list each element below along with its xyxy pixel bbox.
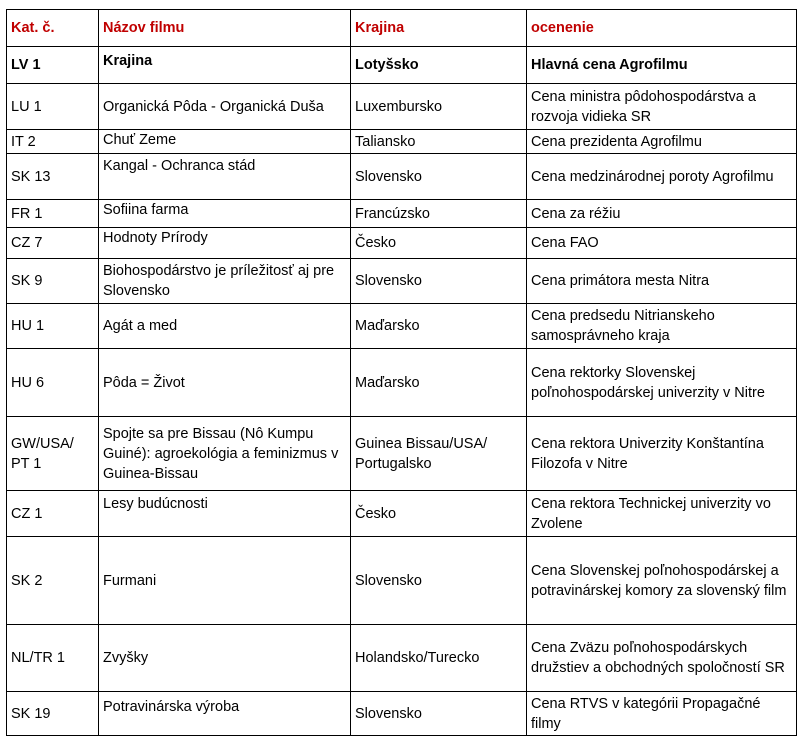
- cell-cat: SK 19: [7, 692, 99, 736]
- cell-award: Cena FAO: [527, 228, 797, 259]
- cell-cat: HU 6: [7, 349, 99, 417]
- cell-cat: LU 1: [7, 84, 99, 130]
- cell-cat: CZ 7: [7, 228, 99, 259]
- cell-film: Furmani: [99, 537, 351, 625]
- cell-cat: CZ 1: [7, 491, 99, 537]
- cell-award: Cena Slovenskej poľnohospodárskej a potravinárskej komory za slovenský film: [527, 537, 797, 625]
- cell-country: Slovensko: [351, 692, 527, 736]
- cell-country: Česko: [351, 491, 527, 537]
- cell-country: Slovensko: [351, 154, 527, 200]
- cell-country: Slovensko: [351, 259, 527, 304]
- table-row: [7, 130, 797, 154]
- cell-cat: SK 9: [7, 259, 99, 304]
- cell-film: Krajina: [99, 47, 351, 84]
- cell-film: Organická Pôda - Organická Duša: [99, 84, 351, 130]
- table-row: [7, 84, 797, 130]
- cell-country: Taliansko: [351, 130, 527, 154]
- cell-cat: SK 2: [7, 537, 99, 625]
- cell-country: Česko: [351, 228, 527, 259]
- cell-country: Francúzsko: [351, 200, 527, 228]
- cell-cat: HU 1: [7, 304, 99, 349]
- table-row: [7, 259, 797, 304]
- cell-country: Luxembursko: [351, 84, 527, 130]
- cell-country: Holandsko/Turecko: [351, 625, 527, 692]
- cell-film: Potravinárska výroba: [99, 692, 351, 736]
- cell-award: Cena rektora Technickej univerzity vo Zvolene: [527, 491, 797, 537]
- cell-film: Spojte sa pre Bissau (Nô Kumpu Guiné): agroekológia a feminizmus v Guinea-Bissau: [99, 417, 351, 491]
- cell-award: Cena RTVS v kategórii Propagačné filmy: [527, 692, 797, 736]
- header-film-title: Názov filmu: [99, 10, 351, 47]
- table-row: [7, 625, 797, 692]
- table-row: [7, 228, 797, 259]
- awards-table: [6, 9, 797, 736]
- header-country: Krajina: [351, 10, 527, 47]
- cell-film: Lesy budúcnosti: [99, 491, 351, 537]
- table-row: [7, 349, 797, 417]
- table-row: [7, 200, 797, 228]
- cell-cat: FR 1: [7, 200, 99, 228]
- cell-film: Hodnoty Prírody: [99, 228, 351, 259]
- table-row: [7, 537, 797, 625]
- cell-country: Slovensko: [351, 537, 527, 625]
- cell-award: Cena prezidenta Agrofilmu: [527, 130, 797, 154]
- table-row: [7, 692, 797, 736]
- table-row: [7, 491, 797, 537]
- cell-film: Pôda = Život: [99, 349, 351, 417]
- table-row: [7, 154, 797, 200]
- cell-award: Cena Zväzu poľnohospodárskych družstiev a obchodných spoločností SR: [527, 625, 797, 692]
- cell-cat: SK 13: [7, 154, 99, 200]
- header-award: ocenenie: [527, 10, 797, 47]
- cell-film: Sofiina farma: [99, 200, 351, 228]
- cell-award: Cena za réžiu: [527, 200, 797, 228]
- table-row: [7, 304, 797, 349]
- cell-award: Cena predsedu Nitrianskeho samosprávneho kraja: [527, 304, 797, 349]
- cell-film: Agát a med: [99, 304, 351, 349]
- cell-film: Zvyšky: [99, 625, 351, 692]
- cell-country: Maďarsko: [351, 304, 527, 349]
- cell-award: Cena rektora Univerzity Konštantína Filozofa v Nitre: [527, 417, 797, 491]
- table-header-row: [7, 10, 797, 47]
- cell-film: Kangal - Ochranca stád: [99, 154, 351, 200]
- cell-award: Hlavná cena Agrofilmu: [527, 47, 797, 84]
- cell-award: Cena primátora mesta Nitra: [527, 259, 797, 304]
- cell-award: Cena ministra pôdohospodárstva a rozvoja vidieka SR: [527, 84, 797, 130]
- table-row: [7, 47, 797, 84]
- cell-award: Cena rektorky Slovenskej poľnohospodárskej univerzity v Nitre: [527, 349, 797, 417]
- cell-country: Guinea Bissau/USA/ Portugalsko: [351, 417, 527, 491]
- cell-cat: NL/TR 1: [7, 625, 99, 692]
- header-cat-no: Kat. č.: [7, 10, 99, 47]
- cell-cat: LV 1: [7, 47, 99, 84]
- table-row: [7, 417, 797, 491]
- cell-country: Lotyšsko: [351, 47, 527, 84]
- cell-film: Chuť Zeme: [99, 130, 351, 154]
- cell-cat: IT 2: [7, 130, 99, 154]
- cell-cat: GW/USA/ PT 1: [7, 417, 99, 491]
- cell-film: Biohospodárstvo je príležitosť aj pre Slovensko: [99, 259, 351, 304]
- cell-award: Cena medzinárodnej poroty Agrofilmu: [527, 154, 797, 200]
- cell-country: Maďarsko: [351, 349, 527, 417]
